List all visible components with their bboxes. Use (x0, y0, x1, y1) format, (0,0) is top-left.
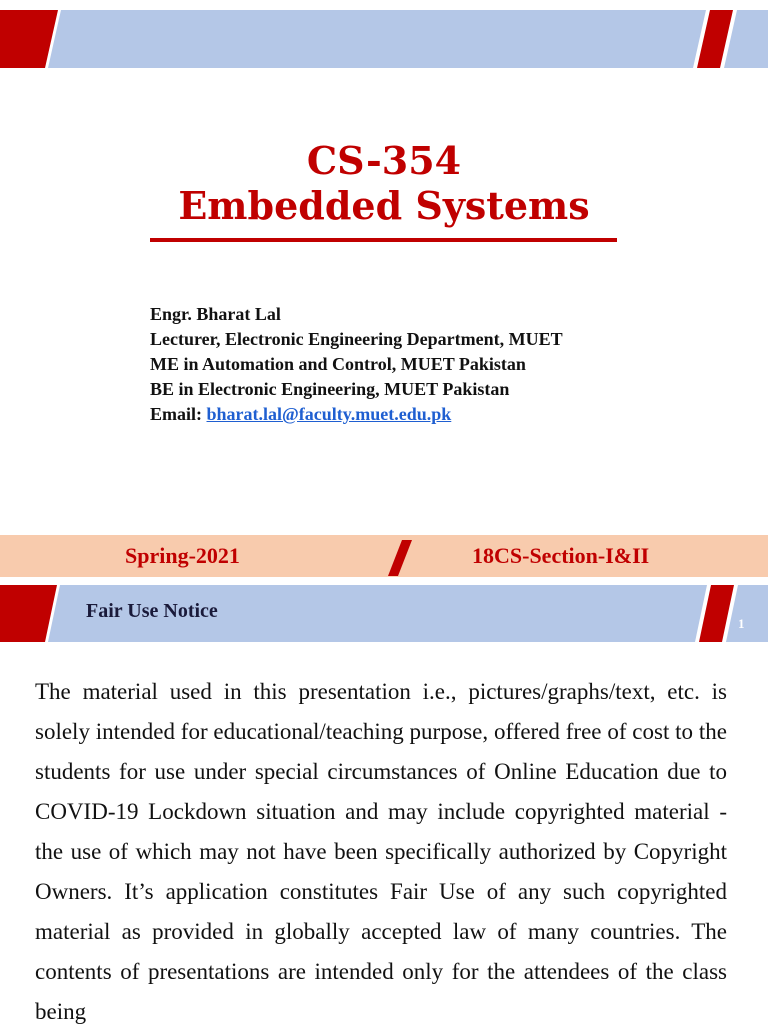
slide-number: 1 (738, 616, 745, 631)
title-underline (150, 238, 617, 242)
course-title: Embedded Systems (178, 183, 590, 228)
author-name: Engr. Bharat Lal (150, 304, 281, 324)
notice-banner-blue-right (726, 585, 768, 642)
top-banner-blue (48, 10, 706, 68)
email-label: Email: (150, 404, 207, 424)
term-label: Spring-2021 (125, 543, 240, 568)
notice-banner-red-left (0, 585, 57, 642)
author-position: Lecturer, Electronic Engineering Department, MUET (150, 329, 563, 349)
course-code: CS-354 (306, 138, 462, 183)
author-email-row (150, 402, 710, 427)
email-link[interactable]: bharat.lal@faculty.muet.edu.pk (206, 404, 452, 424)
section-label: 18CS-Section-I&II (472, 543, 650, 568)
top-banner-red-left (0, 10, 58, 68)
footer-band (0, 535, 768, 577)
author-degree-be: BE in Electronic Engineering, MUET Pakistan (150, 379, 510, 399)
fair-use-slide (0, 585, 768, 1024)
top-banner (0, 10, 768, 68)
author-info (150, 302, 710, 427)
notice-title: Fair Use Notice (86, 600, 218, 622)
footer-slash-icon (388, 540, 418, 576)
author-degree-me: ME in Automation and Control, MUET Pakistan (150, 354, 526, 374)
notice-body: The material used in this presentation i.e., pictures/graphs/text, etc. is solely intended for educational/teaching purpose, offered free of cost to the students for use under special circumstances of Online Education due to COVID-19 Lockdown situation and may include copyrighted material - the use of which may not have been specifically authorized by Copyright Owners. It’s application constitutes Fair Use of any such copyrighted material as provided in globally accepted law of many countries. The contents of presentations are intended only for the attendees of the class being (35, 679, 727, 1024)
